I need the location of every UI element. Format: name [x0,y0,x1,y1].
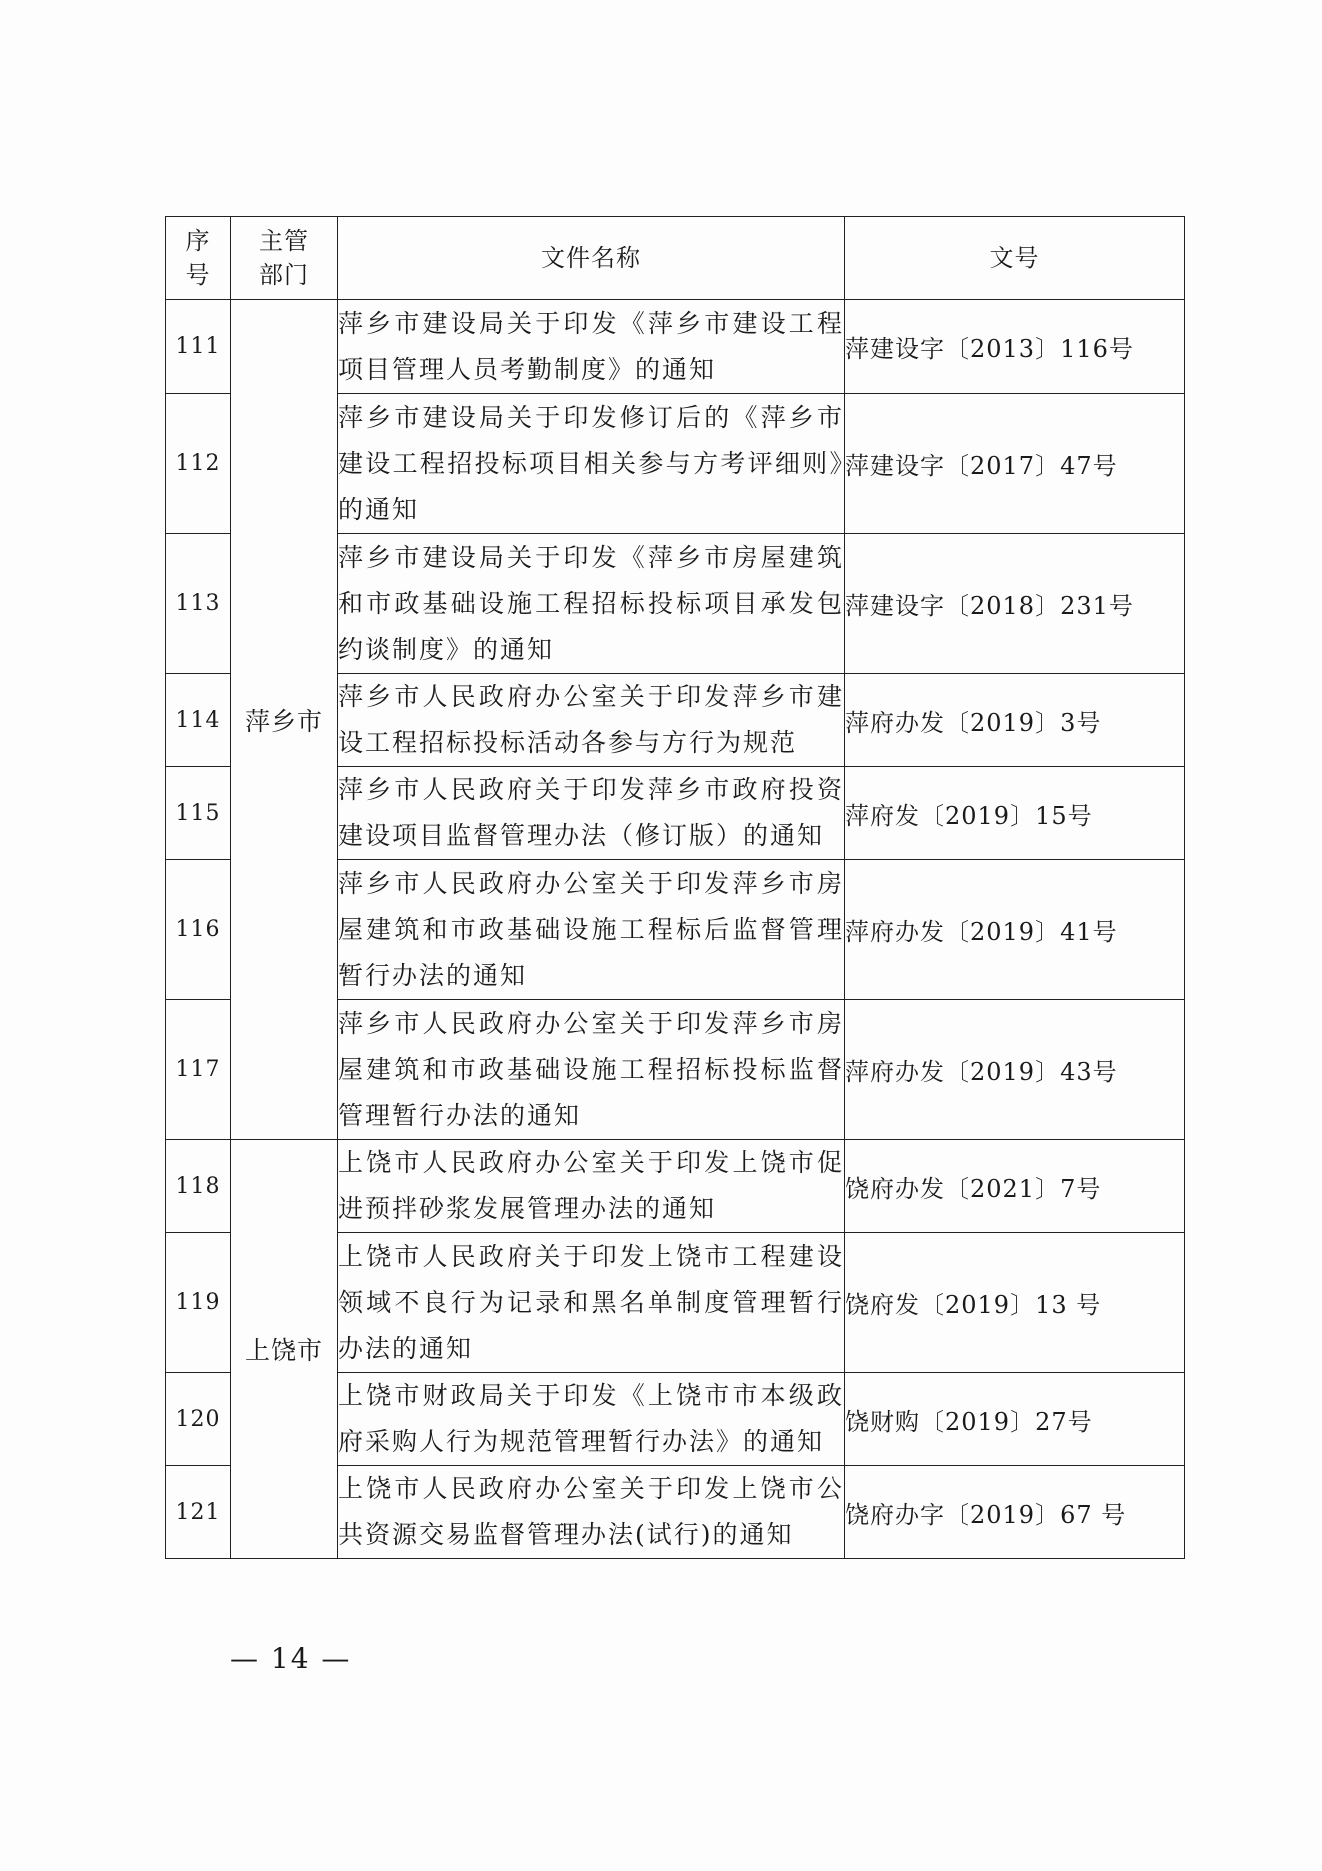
page-number: — 14 — [230,1642,352,1675]
row-seq: 114 [166,674,231,767]
row-seq: 117 [166,1000,231,1140]
header-number: 文号 [845,217,1185,300]
row-seq: 111 [166,300,231,394]
row-seq: 118 [166,1140,231,1233]
row-doc-number: 萍建设字〔2013〕116号 [845,300,1185,394]
row-doc-number: 萍府办发〔2019〕3号 [845,674,1185,767]
row-doc-name: 上饶市人民政府办公室关于印发上饶市促进预拌砂浆发展管理办法的通知 [338,1140,845,1233]
table-row [166,1140,1185,1233]
row-doc-name: 萍乡市人民政府关于印发萍乡市政府投资建设项目监督管理办法（修订版）的通知 [338,767,845,860]
row-doc-name: 上饶市人民政府办公室关于印发上饶市公共资源交易监督管理办法(试行)的通知 [338,1466,845,1559]
row-seq: 121 [166,1466,231,1559]
table-row [166,300,1185,394]
row-doc-number: 饶财购〔2019〕27号 [845,1373,1185,1466]
row-seq: 112 [166,394,231,534]
row-doc-number: 萍府办发〔2019〕41号 [845,860,1185,1000]
header-dept-line2: 部门 [259,261,309,289]
row-doc-name: 上饶市财政局关于印发《上饶市市本级政府采购人行为规范管理暂行办法》的通知 [338,1373,845,1466]
header-name: 文件名称 [338,217,845,300]
row-dept: 萍乡市 [231,300,338,1140]
row-doc-number: 萍建设字〔2017〕47号 [845,394,1185,534]
row-doc-name: 萍乡市建设局关于印发修订后的《萍乡市建设工程招投标项目相关参与方考评细则》的通知 [338,394,845,534]
header-seq [166,217,231,300]
row-doc-name: 萍乡市人民政府办公室关于印发萍乡市房屋建筑和市政基础设施工程招标投标监督管理暂行办法的通知 [338,1000,845,1140]
header-dept [231,217,338,300]
row-doc-name: 萍乡市建设局关于印发《萍乡市建设工程项目管理人员考勤制度》的通知 [338,300,845,394]
row-doc-name: 上饶市人民政府关于印发上饶市工程建设领域不良行为记录和黑名单制度管理暂行办法的通知 [338,1233,845,1373]
row-seq: 116 [166,860,231,1000]
row-doc-number: 萍府办发〔2019〕43号 [845,1000,1185,1140]
row-doc-name: 萍乡市建设局关于印发《萍乡市房屋建筑和市政基础设施工程招标投标项目承发包约谈制度》的通知 [338,534,845,674]
row-doc-number: 萍建设字〔2018〕231号 [845,534,1185,674]
row-seq: 120 [166,1373,231,1466]
header-seq-line2: 号 [185,261,211,289]
row-seq: 113 [166,534,231,674]
table-header-row [166,217,1185,300]
row-dept: 上饶市 [231,1140,338,1559]
row-doc-number: 萍府发〔2019〕15号 [845,767,1185,860]
document-list-table [165,216,1185,1559]
header-seq-line1: 序 [185,227,211,255]
row-seq: 115 [166,767,231,860]
header-dept-line1: 主管 [259,227,309,255]
row-seq: 119 [166,1233,231,1373]
row-doc-number: 饶府发〔2019〕13 号 [845,1233,1185,1373]
row-doc-name: 萍乡市人民政府办公室关于印发萍乡市建设工程招标投标活动各参与方行为规范 [338,674,845,767]
row-doc-number: 饶府办发〔2021〕7号 [845,1140,1185,1233]
row-doc-number: 饶府办字〔2019〕67 号 [845,1466,1185,1559]
row-doc-name: 萍乡市人民政府办公室关于印发萍乡市房屋建筑和市政基础设施工程标后监督管理暂行办法的通知 [338,860,845,1000]
